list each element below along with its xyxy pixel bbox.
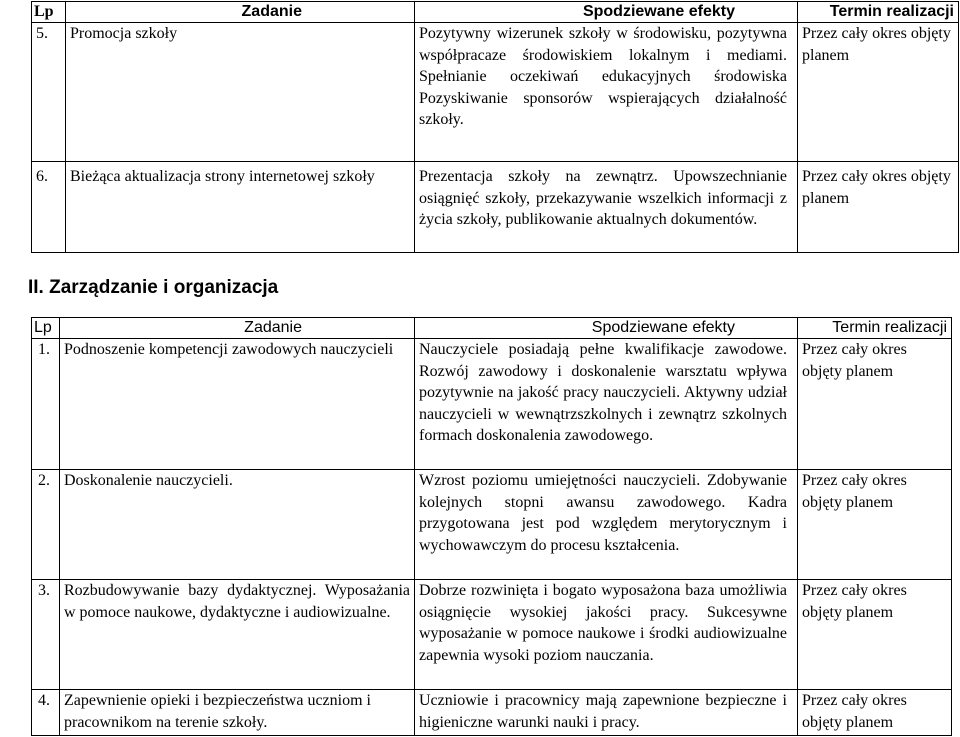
table-header-row [32, 2, 959, 23]
header-lp: Lp [32, 2, 66, 23]
row-effects: Dobrze rozwinięta i bogato wyposażona baza umożliwia osiągnięcie wysokiej jakości pracy. Sukcesywne wyposażanie w pomoce naukowe i środki audiowizualne zapewnia wysoki poziom nauczania. [415, 580, 798, 690]
row-term: Przez cały okres objęty planem [798, 339, 952, 470]
table-row [32, 23, 959, 162]
row-lp: 1. [32, 339, 60, 470]
row-term: Przez cały okres objęty planem [798, 162, 959, 253]
header-lp: Lp [32, 318, 60, 339]
row-effects: Wzrost poziomu umiejętności nauczycieli. Zdobywanie kolejnych stopni awansu zawodowego. Kadra przygotowana jest pod względem merytorycznym i wychowawczym do procesu kształcenia. [415, 470, 798, 580]
row-lp: 6. [32, 162, 66, 253]
row-term: Przez cały okres objęty planem [798, 580, 952, 690]
header-task: Zadanie [60, 318, 415, 339]
plan-table-management [31, 317, 952, 736]
section-title: II. Zarządzanie i organizacja [28, 277, 279, 298]
row-task: Doskonalenie nauczycieli. [60, 470, 415, 580]
row-effects: Uczniowie i pracownicy mają zapewnione bezpieczne i higieniczne warunki nauki i pracy. [415, 690, 798, 736]
header-effects: Spodziewane efekty [415, 2, 798, 23]
table-row [32, 580, 952, 690]
row-term: Przez cały okres objęty planem [798, 470, 952, 580]
plan-table-promotion [31, 1, 959, 253]
row-lp: 5. [32, 23, 66, 162]
header-effects: Spodziewane efekty [415, 318, 798, 339]
row-term: Przez cały okres objęty planem [798, 23, 959, 162]
header-task: Zadanie [66, 2, 415, 23]
table-row [32, 470, 952, 580]
row-effects: Prezentacja szkoły na zewnątrz. Upowszechnianie osiągnięć szkoły, przekazywanie wszelkich informacji z życia szkoły, publikowanie aktualnych dokumentów. [415, 162, 798, 253]
header-term: Termin realizacji [798, 318, 952, 339]
row-lp: 3. [32, 580, 60, 690]
row-lp: 2. [32, 470, 60, 580]
table-row [32, 162, 959, 253]
row-effects: Pozytywny wizerunek szkoły w środowisku, pozytywna współpracaze środowiskiem lokalnym i mediami. Spełnianie oczekiwań edukacyjnych środowiska Pozyskiwanie sponsorów wspierających działalność szkoły. [415, 23, 798, 162]
row-lp: 4. [32, 690, 60, 736]
row-task: Podnoszenie kompetencji zawodowych nauczycieli [60, 339, 415, 470]
row-task: Promocja szkoły [66, 23, 415, 162]
row-effects: Nauczyciele posiadają pełne kwalifikacje zawodowe. Rozwój zawodowy i doskonalenie warsztatu wpływa pozytywnie na jakość pracy nauczycieli. Aktywny udział nauczycieli w wewnątrzszkolnych i zewnątrz szkolnych formach doskonalenia zawodowego. [415, 339, 798, 470]
table-row [32, 690, 952, 736]
row-term: Przez cały okres objęty planem [798, 690, 952, 736]
table-header-row [32, 318, 952, 339]
header-term: Termin realizacji [798, 2, 959, 23]
row-task: Bieżąca aktualizacja strony internetowej szkoły [66, 162, 415, 253]
table-row [32, 339, 952, 470]
row-task: Rozbudowywanie bazy dydaktycznej. Wyposażania w pomoce naukowe, dydaktyczne i audiowizualne. [60, 580, 415, 690]
row-task: Zapewnienie opieki i bezpieczeństwa uczniom i pracownikom na terenie szkoły. [60, 690, 415, 736]
